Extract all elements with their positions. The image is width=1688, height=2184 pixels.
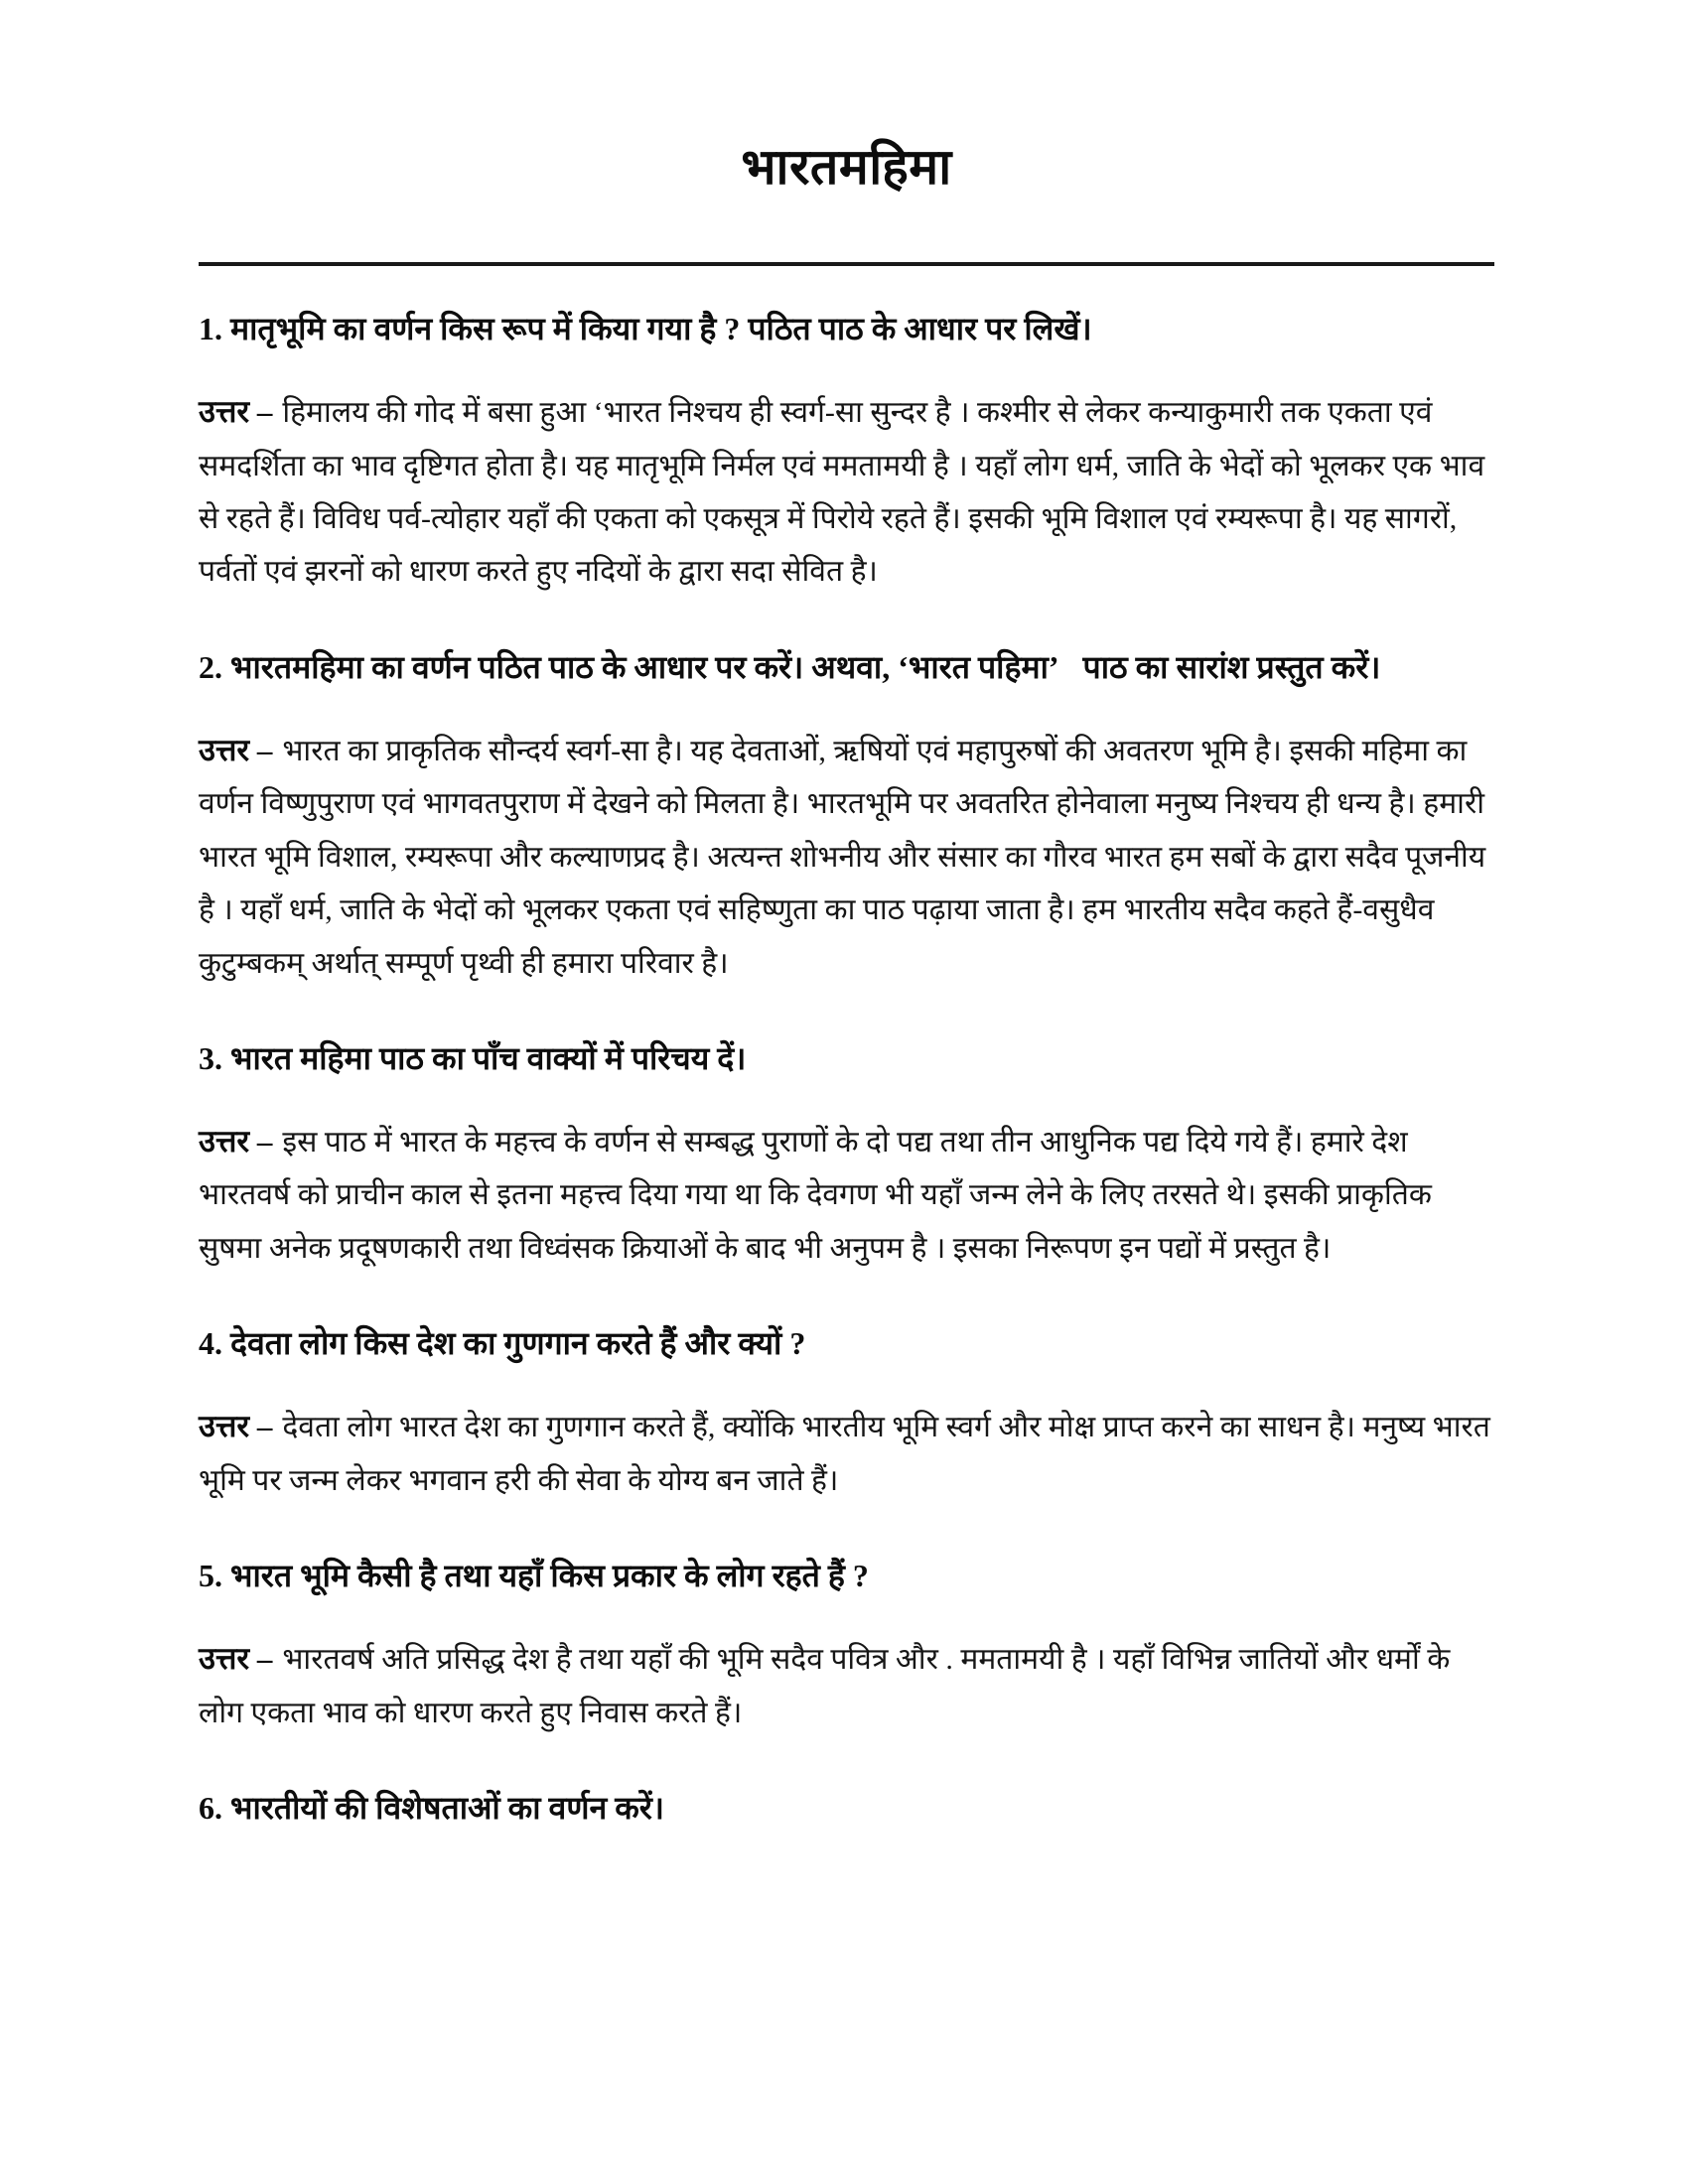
answer-text-3: इस पाठ में भारत के महत्त्व के वर्णन से सम्बद्ध पुराणों के दो पद्य तथा तीन आधुनिक पद्य दिये गये हैं। हमारे देश भारतवर्ष को प्राचीन काल से इतना महत्त्व दिया गया था कि देवगण भी यहाँ जन्म लेने के लिए तरसते थे। इसकी प्राकृतिक सुषमा अनेक प्रदूषणकारी तथा विध्वंसक क्रियाओं के बाद भी अनुपम है । इसका निरूपण इन पद्यों में प्रस्तुत है। (199, 1126, 1432, 1265)
qa-item-3 (199, 1029, 1494, 1275)
qa-item-6 (199, 1779, 1494, 1838)
qa-item-4 (199, 1314, 1494, 1507)
question-text-3: 3. भारत महिमा पाठ का पाँच वाक्यों में परिचय दें। (199, 1039, 747, 1076)
question-text-2: 2. भारतमहिमा का वर्णन पठित पाठ के आधार पर करें। अथवा, ‘भारत पहिमा’ पाठ का सारांश प्रस्तुत करें। (199, 648, 1381, 685)
page-title: भारतमहिमा (741, 139, 952, 195)
answer-label-2: उत्तर – (199, 732, 273, 767)
answer-paragraph-4 (199, 1399, 1494, 1507)
answer-text-2: भारत का प्राकृतिक सौन्दर्य स्वर्ग-सा है। यह देवताओं, ऋषियों एवं महापुरुषों की अवतरण भूमि है। इसकी महिमा का वर्णन विष्णुपुराण एवं भागवतपुराण में देखने को मिलता है। भारतभूमि पर अवतरित होनेवाला मनुष्य निश्चय ही धन्य है। हमारी भारत भूमि विशाल, रम्यरूपा और कल्याणप्रद है। अत्यन्त शोभनीय और संसार का गौरव भारत हम सबों के द्वारा सदैव पूजनीय है । यहाँ धर्म, जाति के भेदों को भूलकर एकता एवं सहिष्णुता का पाठ पढ़ाया जाता है। हम भारतीय सदैव कहते हैं-वसुधैव कुटुम्बकम् अर्थात् सम्पूर्ण पृथ्वी ही हमारा परिवार है। (199, 734, 1486, 980)
answer-text-4: देवता लोग भारत देश का गुणगान करते हैं, क्योंकि भारतीय भूमि स्वर्ग और मोक्ष प्राप्त करने का साधन है। मनुष्य भारत भूमि पर जन्म लेकर भगवान हरी की सेवा के योग्य बन जाते हैं। (199, 1411, 1490, 1497)
question-text-1: 1. मातृभूमि का वर्णन किस रूप में किया गया है ? पठित पाठ के आधार पर लिखें। (199, 311, 1092, 346)
answer-label-5: उत्तर – (199, 1641, 273, 1677)
answer-paragraph-5 (199, 1631, 1494, 1739)
answer-text-5: भारतवर्ष अति प्रसिद्ध देश है तथा यहाँ की भूमि सदैव पवित्र और . ममतामयी है । यहाँ विभिन्न जातियों और धर्मों के लोग एकता भाव को धारण करते हुए निवास करते हैं। (199, 1643, 1451, 1729)
title-divider (199, 262, 1494, 266)
question-text-4: 4. देवता लोग किस देश का गुणगान करते हैं और क्यों ? (199, 1325, 806, 1362)
qa-item-1 (199, 300, 1494, 599)
answer-label-3: उत्तर – (199, 1124, 273, 1160)
answer-paragraph-2 (199, 723, 1494, 990)
answer-label-1: उत्तर – (199, 394, 273, 430)
qa-item-2 (199, 638, 1494, 990)
answer-paragraph-1 (199, 384, 1494, 599)
question-text-5: 5. भारत भूमि कैसी है तथा यहाँ किस प्रकार के लोग रहते हैं ? (199, 1558, 869, 1594)
qa-item-5 (199, 1547, 1494, 1739)
answer-paragraph-3 (199, 1114, 1494, 1275)
answer-label-4: उत्तर – (199, 1409, 273, 1444)
question-text-6: 6. भारतीयों की विशेषताओं का वर्णन करें। (199, 1790, 665, 1827)
answer-text-1: हिमालय की गोद में बसा हुआ ‘भारत निश्चय ही स्वर्ग-सा सुन्दर है । कश्मीर से लेकर कन्याकुमारी तक एकता एवं समदर्शिता का भाव दृष्टिगत होता है। यह मातृभूमि निर्मल एवं ममतामयी है । यहाँ लोग धर्म, जाति के भेदों को भूलकर एक भाव से रहते हैं। विविध पर्व-त्योहार यहाँ की एकता को एकसूत्र में पिरोये रहते हैं। इसकी भूमि विशाल एवं रम्यरूपा है। यह सागरों, पर्वतों एवं झरनों को धारण करते हुए नदियों के द्वारा सदा सेवित है। (199, 396, 1485, 589)
